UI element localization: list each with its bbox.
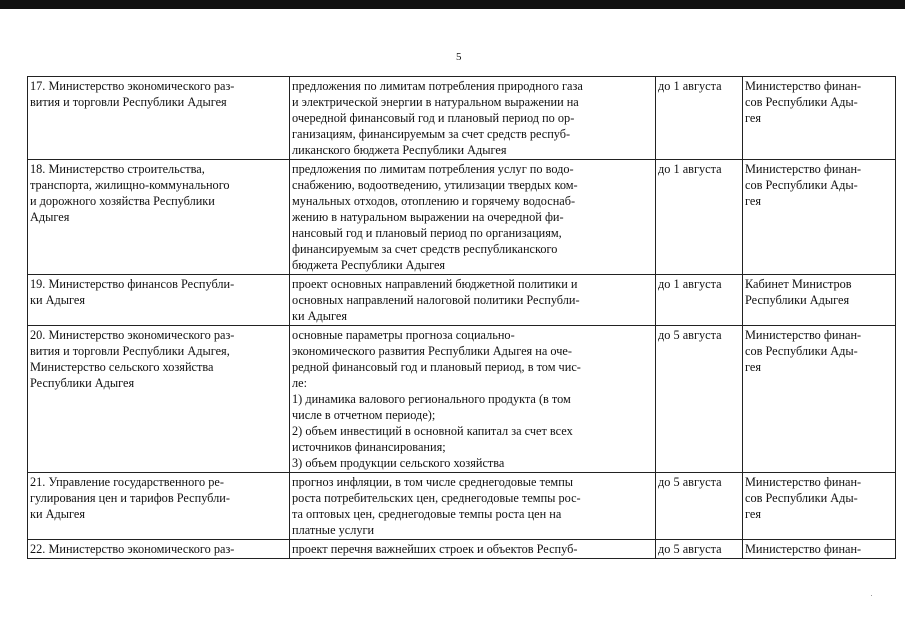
table-row	[28, 275, 896, 326]
responsible-body	[28, 77, 290, 160]
submission-item	[290, 77, 656, 160]
responsible-body	[28, 275, 290, 326]
responsible-body-line: ки Адыгея	[30, 507, 86, 521]
submission-item-line: нансовый год и плановый период по организациям,	[292, 226, 562, 240]
table-row	[28, 473, 896, 540]
responsible-body-line: и дорожного хозяйства Республики	[30, 194, 215, 208]
responsible-body-line: вития и торговли Республики Адыгея	[30, 95, 227, 109]
responsible-body-line: 17. Министерство экономического раз-	[30, 79, 235, 93]
submission-item-line: основных направлений налоговой политики Республи-	[292, 293, 580, 307]
recipient-line: Министерство финан-	[745, 475, 862, 489]
submission-item-line: снабжению, водоотведению, утилизации твердых ком-	[292, 178, 578, 192]
responsible-body	[28, 326, 290, 473]
responsible-body-line: 19. Министерство финансов Республи-	[30, 277, 235, 291]
submission-item	[290, 275, 656, 326]
submission-item-line: бюджета Республики Адыгея	[292, 258, 446, 272]
schedule-table	[27, 76, 896, 559]
submission-item-line: роста потребительских цен, среднегодовые темпы рос-	[292, 491, 581, 505]
responsible-body-line: Адыгея	[30, 210, 70, 224]
deadline: до 1 августа	[656, 160, 743, 275]
responsible-body-line: Республики Адыгея	[30, 376, 135, 390]
responsible-body-line: вития и торговли Республики Адыгея,	[30, 344, 230, 358]
deadline: до 1 августа	[656, 275, 743, 326]
recipient-line: Министерство финан-	[745, 542, 862, 556]
submission-item-line: ле:	[292, 376, 308, 390]
submission-item-line: 2) объем инвестиций в основной капитал за счет всех	[292, 424, 573, 438]
submission-item-line: основные параметры прогноза социально-	[292, 328, 515, 342]
recipient-line: сов Республики Ады-	[745, 491, 858, 505]
recipient-line: сов Республики Ады-	[745, 95, 858, 109]
submission-item-line: экономического развития Республики Адыгея на оче-	[292, 344, 572, 358]
submission-item	[290, 473, 656, 540]
submission-item-line: платные услуги	[292, 523, 375, 537]
responsible-body	[28, 540, 290, 559]
recipient-line: Министерство финан-	[745, 162, 862, 176]
recipient-line: Министерство финан-	[745, 328, 862, 342]
submission-item-line: редной финансовый год и плановый период, в том чис-	[292, 360, 581, 374]
submission-item-line: числе в отчетном периоде);	[292, 408, 436, 422]
deadline: до 5 августа	[656, 326, 743, 473]
recipient-line: Республики Адыгея	[745, 293, 850, 307]
recipient-line: гея	[745, 360, 761, 374]
recipient-line: сов Республики Ады-	[745, 178, 858, 192]
responsible-body-line: Министерство сельского хозяйства	[30, 360, 214, 374]
submission-item	[290, 540, 656, 559]
submission-item-line: финансируемым за счет средств республиканского	[292, 242, 558, 256]
recipient-line: Министерство финан-	[745, 79, 862, 93]
table-row	[28, 160, 896, 275]
submission-item-line: источников финансирования;	[292, 440, 446, 454]
recipient	[743, 77, 896, 160]
submission-item-line: 3) объем продукции сельского хозяйства	[292, 456, 505, 470]
deadline: до 1 августа	[656, 77, 743, 160]
table-row	[28, 326, 896, 473]
submission-item-line: и электрической энергии в натуральном выражении на	[292, 95, 579, 109]
responsible-body	[28, 473, 290, 540]
submission-item-line: проект перечня важнейших строек и объектов Респуб-	[292, 542, 578, 556]
recipient-line: гея	[745, 507, 761, 521]
submission-item-line: жению в натуральном выражении на очередной фи-	[292, 210, 564, 224]
responsible-body	[28, 160, 290, 275]
submission-item-line: ганизациям, финансируемым за счет средств респуб-	[292, 127, 571, 141]
submission-item-line: предложения по лимитам потребления услуг по водо-	[292, 162, 574, 176]
responsible-body-line: ки Адыгея	[30, 293, 86, 307]
recipient	[743, 160, 896, 275]
deadline: до 5 августа	[656, 540, 743, 559]
responsible-body-line: 18. Министерство строительства,	[30, 162, 205, 176]
responsible-body-line: 20. Министерство экономического раз-	[30, 328, 235, 342]
recipient-line: гея	[745, 111, 761, 125]
submission-item-line: мунальных отходов, отоплению и горячему водоснаб-	[292, 194, 576, 208]
responsible-body-line: гулирования цен и тарифов Республи-	[30, 491, 230, 505]
recipient-line: Кабинет Министров	[745, 277, 852, 291]
responsible-body-line: 22. Министерство экономического раз-	[30, 542, 235, 556]
submission-item-line: очередной финансовый год и плановый период по ор-	[292, 111, 575, 125]
page-number: 5	[456, 51, 462, 63]
submission-item-line: проект основных направлений бюджетной политики и	[292, 277, 578, 291]
table-row	[28, 77, 896, 160]
submission-item-line: предложения по лимитам потребления природного газа	[292, 79, 583, 93]
submission-item-line: прогноз инфляции, в том числе среднегодовые темпы	[292, 475, 574, 489]
submission-item	[290, 326, 656, 473]
responsible-body-line: транспорта, жилищно-коммунального	[30, 178, 230, 192]
submission-item-line: ки Адыгея	[292, 309, 348, 323]
recipient	[743, 473, 896, 540]
submission-item	[290, 160, 656, 275]
recipient	[743, 326, 896, 473]
submission-item-line: та оптовых цен, среднегодовые темпы роста цен на	[292, 507, 562, 521]
submission-item-line: 1) динамика валового регионального продукта (в том	[292, 392, 571, 406]
recipient	[743, 275, 896, 326]
table-row	[28, 540, 896, 559]
recipient-line: сов Республики Ады-	[745, 344, 858, 358]
recipient	[743, 540, 896, 559]
scan-top-border	[0, 0, 905, 9]
submission-item-line: ликанского бюджета Республики Адыгея	[292, 143, 507, 157]
responsible-body-line: 21. Управление государственного ре-	[30, 475, 224, 489]
scan-speck	[871, 595, 872, 596]
recipient-line: гея	[745, 194, 761, 208]
deadline: до 5 августа	[656, 473, 743, 540]
